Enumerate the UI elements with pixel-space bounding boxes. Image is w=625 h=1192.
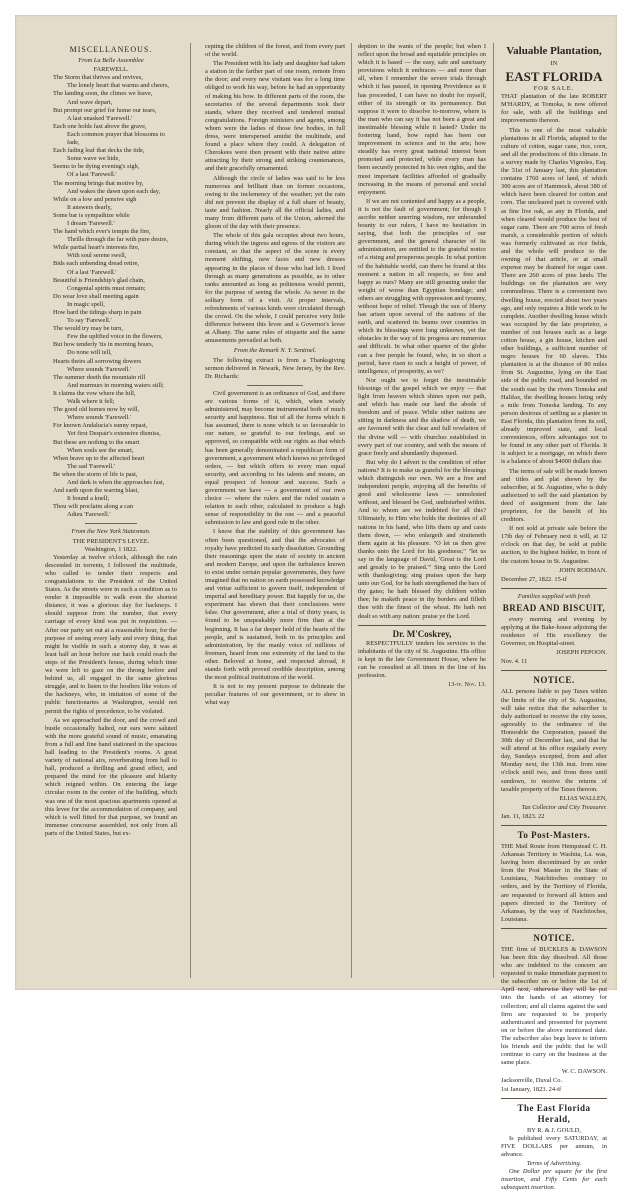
divider bbox=[501, 928, 607, 929]
poem-title: FAREWELL. bbox=[93, 66, 129, 74]
poem-line: The would try may be turn, bbox=[53, 325, 123, 333]
poem-line: And dark is when the approaches fast, bbox=[67, 478, 165, 486]
divider bbox=[501, 588, 607, 589]
poem-line: The hand which ever's tempts the fire, bbox=[53, 228, 151, 236]
card-date: 13-tf. Nov. 13. bbox=[448, 681, 486, 689]
poem-line: Some bar is sympathize while bbox=[53, 211, 130, 219]
poem-line: And earth upon the warring blast, bbox=[53, 487, 139, 495]
newspaper-page bbox=[15, 15, 617, 1192]
divider bbox=[501, 825, 607, 826]
notice-signature: ELIAS WALLEN, bbox=[559, 794, 607, 802]
bread-title: BREAD AND BISCUIT, bbox=[502, 602, 606, 613]
plantation-title-sale: FOR SALE. bbox=[533, 85, 575, 93]
bread-signature: JOSEPH PEPOON. bbox=[556, 649, 607, 657]
poem-line: Congenial spirits must remain; bbox=[67, 284, 146, 292]
card-title: Dr. M'Coskrey, bbox=[392, 628, 452, 639]
levee-paragraph: The President with his lady and daughter had taken a station in the farther part of one room, remote from the door; and every new visitant was for a long time obliged to work his way, before he had an opportunity of making his bow. In different parts of the room, the secretaries of the several departments took their stands, where they received and tendered mutual congratulations. Foreign ministers and agents, among whom were the ladies of those few bodies, in full dress, were interspersed amidst the multitude, and found a place where they could. A delegation of Cherokees were then present with their native attire attracting by their strong and striking countenances, and their gracefully ornamented. bbox=[205, 60, 345, 173]
poem-line: Each common prayer that blossoms to fade, bbox=[67, 130, 165, 147]
sermon-paragraph: I know that the stability of this government has often been questioned, and that the advocates of royalty have predicted its early dissolution. Grounding their reasonings upon the state of society in ancient and modern Europe, and upon the turbulence known to exist under certain popular governments, they have imagined that no nation on earth possessed knowledge and virtue sufficient to govern itself, independent of imperial and hereditary power. But happily for us, the experiment has shewn that their conclusions were false. Our government, after a trial of thirty years, is found to be unspeakably more firm than at the beginning. It has a far deeper hold of the hearts of the people, and is sustained, both in its principles and administration, by the manly voice of millions of freemen, heard from one extremity of the land to the other. Beloved at home, and respected abroad, it stands forth with proved credible description, among the most political institutions of the world. bbox=[205, 528, 345, 682]
sermon-paragraph: But why do I advert to the condition of other nations? It is to make us grateful for the blessings which distinguish our own. We are a free and independent people, enjoying all the benefits of good and wholesome laws — unmolested without, and blessed be God, undisturbed within. And to whom are we indebted for all this? Ultimately, to Him who holds the destinies of all nations in his hand, who lifts them up and casts them down, — who enlargeth and straiteneth them again at his pleasure. "O let us then give thanks unto the Lord for his goodness;" "let us say in the language of David, 'Great is the Lord and greatly to be praised.'" Sing unto the Lord with thanksgiving; sing praises upon the harp unto our God, for he hath strengthened the bars of thy gates; he hath blessed thy children within thee; he maketh peace in thy borders and filleth thee with the finest of the wheat. He hath not dealt so with any nation: praise ye the Lord. bbox=[358, 458, 486, 620]
plantation-title: Valuable Plantation, bbox=[506, 45, 602, 57]
notice-date: 1st January, 1823. 24-tf bbox=[501, 1085, 562, 1093]
sermon-intro: The following extract is from a Thanksgiving sermon delivered in Newark, New Jersey, by the Rev. Dr. Richards: bbox=[205, 356, 345, 380]
poem-line: When souls see the smart, bbox=[67, 446, 134, 454]
post-masters-text: THE Mail Route from Hempstead C. H. Arkansas Territory to Washita, La. was, having been discontinued by an order from the Post Master in the State of Louisiana, Natchitoches contrary to orders, and by the Territory of Florida, are requested to forward all letters and papers directed to the Territory of Arkansas, by the way of Natchitoches, Louisiana. bbox=[501, 842, 607, 923]
poem-line: Be when the storm of life is past, bbox=[53, 470, 138, 478]
herald-terms-title: Terms of Advertising. bbox=[526, 1159, 582, 1167]
poem-line: But these are nothing to the smart bbox=[53, 438, 140, 446]
poem-line: Walk where it fell; bbox=[67, 398, 115, 406]
sermon-paragraph: If we are not contented and happy as a people, it is not the fault of government; for though I ascribe neither unerring wisdom, nor unbounded bounty to our rulers, I have no hesitation in saying, that both the principles of our government, and the general character of its administration, are entitled to the grateful notice of a rising and prosperous people. In what portion of the habitable world, can there be found at this moment a nation in all respects, so free and happy as ours? Many are still groaning under the weight of worse than Egyptian bondage; and others are struggling with oppression and tyranny, without hope of relief. Though the sun of liberty has arisen upon several of the nations of the earth, and scattered its beams over countries in which its blessings were long unknown, yet the obstacles in the way of its progress are numerous and difficult. In what other quarter of the globe can a free people be found, who, in so short a period, have risen to such a height of power, of intelligence, of prosperity, as we? bbox=[358, 197, 486, 375]
poem-line: Yet first Despair's extensive dismiss, bbox=[67, 430, 161, 438]
poem-line: With soul serene swell, bbox=[67, 252, 127, 260]
poem-line: And wave depart, bbox=[67, 98, 113, 106]
herald-text: Is published every SATURDAY, at FIVE DOLLARS per annum, in advance. bbox=[501, 1134, 607, 1158]
plantation-title-place: EAST FLORIDA bbox=[505, 69, 603, 85]
notice-place: Jacksonville, Duval Co. bbox=[501, 1077, 563, 1085]
notice-signature: W. C. DAWSON. bbox=[561, 1068, 607, 1076]
notice-role: Tax Collector and City Treasurer. bbox=[521, 803, 607, 811]
notice-text: ALL persons liable to pay Taxes within the limits of the city of St. Augustine, will take notice that the subscriber is duly authorized to receive the city taxes, agreeably to the ordinance of the Honorable the Corporation, passed the 30th day of December last, and that he will attend at his office regularly every day, Sundays excepted, from and after Monday next, the 13th inst. from nine o'clock until two, and from three until sundown, to receive the returns of taxable property of the Taxes thereon. bbox=[501, 688, 607, 793]
poem-line: Adieu 'Farewell.' bbox=[67, 511, 111, 519]
poem-line: When brave up to the affected heart bbox=[53, 454, 145, 462]
plantation-signature: JOHN RODMAN. bbox=[559, 566, 607, 574]
card-text: RESPECTFULLY tenders his services to the inhabitants of the city of St. Augustine. His office is kept in the late Government House, where he can be consulted at all times in the line of his profession. bbox=[358, 639, 486, 680]
divider bbox=[358, 625, 486, 626]
bread-text: every morning and evening by applying at the Bake-house adjoining the residence of His excellency the Governor, on Hospital-street. bbox=[501, 615, 607, 648]
bread-top: Families supplied with fresh bbox=[517, 592, 591, 600]
poem-line: The landing soon, the climes we leave, bbox=[53, 90, 153, 98]
poem-line: While on a low and pensive sigh bbox=[53, 195, 137, 203]
plantation-paragraph: If not sold at private sale before the 17th day of February next it will, at 12 o'clock on that day, be sold at public auction, to the highest bidder, in front of the custom house in St. Augustine. bbox=[501, 525, 607, 565]
plantation-paragraph: The terms of sale will be made known and titles and plat shewn by the subscriber, at St. Augustine, who is duly authorized to sell the said plantation by deed of assignment from the late proprietor, for the benefit of his creditors. bbox=[501, 467, 607, 524]
poem-line: Of a last 'Farewell.' bbox=[67, 171, 117, 179]
poem-line: Hearts theirs all sorrowing dowers bbox=[53, 357, 142, 365]
poem-line: A last unasked 'Farewell.' bbox=[67, 114, 133, 122]
poem-line: Do wear love shall meeting again bbox=[53, 292, 139, 300]
levee-title: THE PRESIDENT'S LEVEE. bbox=[72, 537, 150, 545]
poem-line: Where sounds 'Farewell.' bbox=[67, 365, 132, 373]
poem-line: Of a last 'Farewell.' bbox=[67, 268, 117, 276]
column-rule bbox=[493, 43, 494, 978]
column-advertisements bbox=[501, 43, 607, 1192]
poem-source: From La Belle Assemblee bbox=[78, 57, 144, 65]
poem-line: Seems to be dying evening's sigh, bbox=[53, 163, 140, 171]
poem-line: Bids each unbending dread retire, bbox=[53, 260, 140, 268]
levee-paragraph: As we approached the door, and the crowd and bustle occasionally halted, our ears were saluted with the more grateful sound of music, emanating from a full and fine band stationed in the spacious hall leading to the President's rooms. A great variety of national airs, reverberating from hall to hall, produced a thrilling and grand effect, and prepared the mind for the pleasure and hilarity which reigned within. On entering the large circular room in the center of the building, which was one of the most spacious apartments opened at this levee for the accommodation of company, and which is well fitted for that purpose, we found an immense concourse assembled, not only from all parts of the United States, but ex- bbox=[45, 716, 177, 837]
column-sermon-continued bbox=[358, 43, 486, 978]
poem-line: How hard the tidings sharp in pain bbox=[53, 309, 142, 316]
poem-line: And murmurs in morning waters still; bbox=[67, 381, 164, 389]
notice-title: NOTICE. bbox=[533, 675, 575, 686]
poem-line: Each fading leaf that decks the tide, bbox=[53, 147, 145, 155]
herald-title: The East Florida Herald, bbox=[517, 1102, 591, 1124]
poem-line: To say 'Farewell.' bbox=[67, 317, 112, 325]
poem-line: The summer doeth the mountain rill bbox=[53, 373, 146, 381]
sermon-paragraph: Civil government is an ordinance of God, and there are various forms of it, which, when wisely administered, may become instrumental both of much security and happiness. But of all the forms which it has assumed, there is none which is so favourable to our nature, so grateful to our feelings, and so approved, so compatible with our rights as that which has been generally denominated a republican form of government, a government which knows no privileged orders, — but which offers to every man equal security, and according to his talents and means, an equal prospect of honour and success. Such a government we have — a government of our own choice — where the rulers and the ruled sustain a relation to each other, calculated to produce a high sense of responsibility in the one — and a peaceful submission to law and good rule in the other. bbox=[205, 389, 345, 527]
herald-publisher: BY R. & J. GOULD, bbox=[527, 1126, 581, 1134]
column-miscellaneous bbox=[45, 43, 177, 978]
poem-line: Beautiful is Friendship's glad chain, bbox=[53, 276, 145, 284]
poem-line: The good old homes now by will, bbox=[53, 406, 140, 414]
poem-line: Where sounds 'Farewell.' bbox=[67, 414, 132, 422]
poem-line: But how tenderly 'tis in morning hours, bbox=[53, 341, 154, 349]
sermon-source: From the Remark N. Y. Sentinel. bbox=[233, 347, 317, 355]
miscellaneous-heading: MISCELLANEOUS. bbox=[69, 45, 153, 54]
levee-dateline: Washington, 1 1822. bbox=[84, 545, 138, 553]
notice-text: THE firm of BUCKLES & DAWSON has been this day dissolved. All those who are indebted to the concern are requested to make immediate payment to the subscriber on or before the 1st of April next, otherwise they will be put into the hands of an attorney for collection; and all claims against the said firm are requested to be properly authenticated and presented for payment on or before the above mentioned date. The subscriber also begs leave to inform his friends and the public that he will continue to carry on the business at the same place. bbox=[501, 945, 607, 1067]
poem-line: The sad 'Farewell.' bbox=[67, 462, 115, 470]
levee-paragraph: The whole of this gala occupies about two hours, during which the ingress and egress of the visitors are constant, so that the aspect of the scene is every moment shifting, new faces and new dresses appearing in the places of those who had left. I lived through as many generations as possible, as to other ranks amounted as long as politeness would permit, for the purpose of seeing the whole. As never in the solitary form of a visit. At proper intervals, refreshments of various kinds were circulated through the crowd. On the whole, I could perceive very little difference between this levee and a Governor's levee at Albany. The same rules of etiquette and the same amusements prevailed at both. bbox=[205, 232, 345, 345]
divider bbox=[501, 670, 607, 671]
notice-title: NOTICE. bbox=[533, 932, 575, 943]
poem-line: And wakes the dawn upon each day, bbox=[67, 187, 161, 195]
poem-line: The morning brings that motive by, bbox=[53, 179, 144, 187]
poem-line: Each one holds fast above the grave, bbox=[53, 122, 147, 130]
sermon-paragraph: It is not to my present purpose to delineate the peculiar features of our government, or to shew in what way bbox=[205, 683, 345, 707]
levee-source: From the New York Statesman. bbox=[71, 528, 151, 536]
column-rule bbox=[351, 43, 352, 978]
column-rule bbox=[190, 43, 191, 978]
sermon-paragraph: Nor ought we to forget the inestimable blessings of the gospel which we enjoy — that light from heaven which shines upon our path, and which has made our land the abode of freedom and of peace. While other nations are sitting in darkness and the shadow of death, we are favoured with the clear and full revelation of the divine will — with churches established in every part of our country, and with the means of grace freely and abundantly dispensed. bbox=[358, 376, 486, 457]
bread-date: Nov. 4. 11 bbox=[501, 658, 528, 666]
poem-line: Few the uplifted voice in the flowers, bbox=[67, 333, 163, 341]
plantation-paragraph: This is one of the most valuable plantations in all Florida, adapted to the culture of cotton, sugar cane, rice, corn, and all the productions of this climate. In a survey made by Charles Vignoles, Esq. the 31st of January last, this plantation contains 1760 acres of land, of which 300 acres are of Hammock, about 380 of which have been cleared for cotton and corn. The uncleared part is covered with as fine live oak, as any in Florida, and when cleared would produce the best of sugar cane. There are 700 acres of fresh marsh, a considerable portion of which was formerly cultivated as rice fields, and the whole will produce to the owning of that article, or at small expense may be drained for sugar cane. There are 260 acres of pine lands. The buildings on the plantation are very commodious. There is a convenient two dwelling house, erected about two years ago, and only requires a little work to be complete. Another dwelling house which was occupied by the late proprietor, a number of out houses such as a large cotton house, a gin house, kitchen and other buildings, a sufficient number of negro houses for 60 slaves. This plantation is at the distance of 80 miles from St. Augustine, lying on the East side of the public road, and bounded on the south east by the rivers Tomoka and Halifax, the dwelling houses being only a mile from Tomoka landing. To any person desirous of settling as a planter in East Florida, this plantation from its soil, already improved state, and local conveniences, offers advantages not to be found in any other part of Florida. It is subject to a mortgage, on which there is a balance of about $4000 dollars due. bbox=[501, 126, 607, 466]
poem-line: For known Andalucia's sunny repast, bbox=[53, 422, 148, 430]
poem-line: But prompt our grief for home our tears, bbox=[53, 106, 157, 114]
sermon-paragraph: deption to the wants of the people; but when I reflect upon the broad and equitable principles on which it is based — the easy, safe and sanctuary provisions which it embraces — and more than all, when I remember the severe trials through which it has passed, in opening Providence as it has proceeded, I can have no doubt for myself, either of its strength or its permanency. But suppose it were to dissolve to-morrow, where is the man who can say it has not been a great and inestimable blessing while it lasted? Under its fostering hand, how rapid has been our improvement in science and in the arts; how steadily has every great national interest been promoted and protected, while every man has been securely protected in his own rights, and the most important facilities afforded of gradually increasing in the means of personal and social enjoyment. bbox=[358, 43, 486, 196]
notice-date: Jan. 11, 1823. 22 bbox=[501, 812, 545, 820]
poem-line: It bound a knell; bbox=[67, 495, 110, 503]
levee-paragraph: Yesterday at twelve o'clock, although the rain descended in torrents, I followed the multitude, who called to tender their respects and congratulations to the President of the United States. As the streets were in such a condition as to render it impossible to walk even the shortest distance, it was a glorious day for hackneys. I should suppose from the number, that every carriage of every kind was put in requisition. — After our party set out at a reasonable hour, for the purpose of seeing every lady and every thing, that might be visible in such a stormy day, it was at least half an hour before our hack could reach the steps of the President's house, during which time we were left to gaze on the throng before and behind us, all engaged in the same glorious struggle, and to listen to the hostlers like voices of the hackneys, who, in imitation of some of the public functionaries at Washington, would not permit the rights of precedence, to be violated. bbox=[45, 553, 177, 715]
poem-line: I dream 'Farewell.' bbox=[67, 219, 115, 227]
poem-line: The Storm that thrives and revives, bbox=[53, 74, 143, 82]
poem-line: While partial heart's interests fire, bbox=[53, 244, 140, 252]
poem-line: Thrills through the far with pure desire, bbox=[67, 236, 168, 244]
poem-line: It answers dearly, bbox=[67, 203, 112, 211]
poem-line: Thou wilt proclaim along a can bbox=[53, 503, 134, 511]
column-levee-continued bbox=[205, 43, 345, 978]
plantation-title-in: IN bbox=[550, 60, 558, 67]
poem-body bbox=[45, 74, 177, 519]
plantation-date: December 27, 1822. 15-tf bbox=[501, 575, 567, 583]
poem-line: In magic spell, bbox=[67, 300, 105, 308]
levee-paragraph: cepting the children of the forest, and from every part of the world. bbox=[205, 43, 345, 59]
herald-terms: One Dollar per square for the first insertion, and Fifty Cents for each subsequent insertion. bbox=[501, 1168, 607, 1192]
divider bbox=[501, 1098, 607, 1099]
poem-line: It claims the vow where the hill, bbox=[53, 389, 136, 397]
poem-line: Some wave we hide, bbox=[67, 155, 120, 163]
poem-line: The lonely heart that warms and cheers, bbox=[67, 82, 170, 90]
plantation-paragraph: THAT plantation of the late ROBERT M'HARDY, at Tomoka, is now offered for sale, with all the buildings and improvements thereon. bbox=[501, 93, 607, 125]
poem-line: Do none will tell, bbox=[67, 349, 112, 357]
divider bbox=[85, 523, 138, 524]
post-masters-title: To Post-Masters. bbox=[517, 829, 591, 840]
levee-paragraph: Although the circle of ladies was said to be less numerous and brilliant than on former occasions, owing to the inclemency of the weather; yet the rain did not prevent the display of a full share of beauty, taste and fashion. Nearly all the official ladies, and many from different parts of the Union, adorned the gloom of the day with their presence. bbox=[205, 174, 345, 231]
divider bbox=[247, 385, 303, 386]
